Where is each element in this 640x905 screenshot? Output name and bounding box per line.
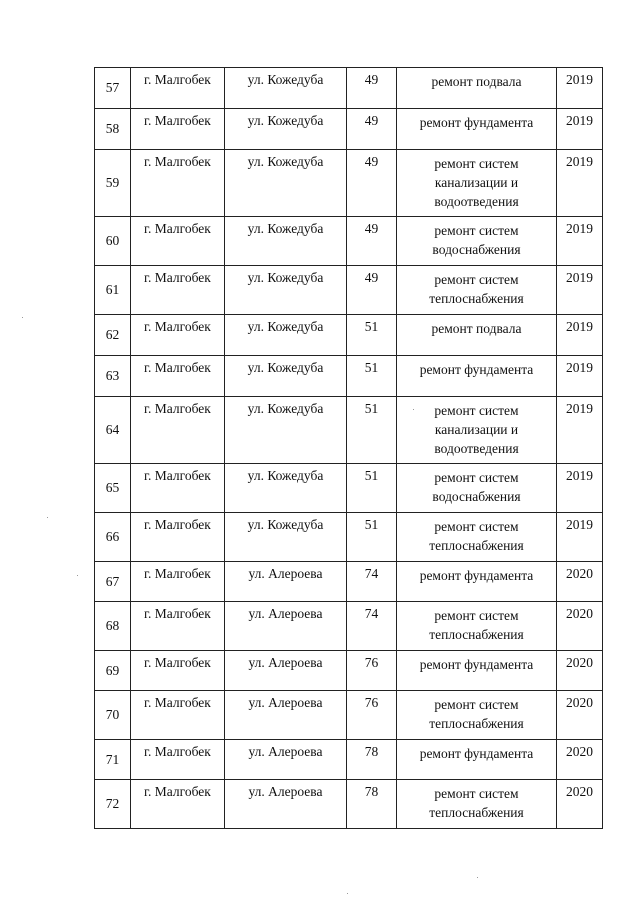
- scan-speck: [77, 575, 78, 576]
- row-number: 62: [95, 315, 131, 356]
- year-cell: 2019: [557, 513, 603, 562]
- table-row: [95, 602, 603, 651]
- city-cell: г. Малгобек: [131, 740, 225, 780]
- house-number-cell: 74: [347, 562, 397, 602]
- street-cell: ул. Алероева: [225, 691, 347, 740]
- city-cell: г. Малгобек: [131, 356, 225, 397]
- house-number-cell: 51: [347, 315, 397, 356]
- street-cell: ул. Кожедуба: [225, 217, 347, 266]
- city-cell: г. Малгобек: [131, 109, 225, 150]
- year-cell: 2020: [557, 602, 603, 651]
- table-row: [95, 691, 603, 740]
- row-number: 61: [95, 266, 131, 315]
- city-cell: г. Малгобек: [131, 150, 225, 217]
- work-type-cell: ремонт фундамента: [397, 740, 557, 780]
- row-number: 64: [95, 397, 131, 464]
- house-number-cell: 49: [347, 109, 397, 150]
- year-cell: 2019: [557, 266, 603, 315]
- row-number: 67: [95, 562, 131, 602]
- street-cell: ул. Алероева: [225, 740, 347, 780]
- scan-speck: [47, 517, 48, 518]
- row-number: 57: [95, 68, 131, 109]
- year-cell: 2019: [557, 315, 603, 356]
- house-number-cell: 51: [347, 464, 397, 513]
- year-cell: 2019: [557, 217, 603, 266]
- work-type-cell: ремонт фундамента: [397, 356, 557, 397]
- house-number-cell: 49: [347, 150, 397, 217]
- work-type-cell: ремонт систем канализации и водоотведения: [397, 397, 557, 464]
- table-row: [95, 266, 603, 315]
- year-cell: 2019: [557, 109, 603, 150]
- house-number-cell: 74: [347, 602, 397, 651]
- street-cell: ул. Кожедуба: [225, 68, 347, 109]
- row-number: 70: [95, 691, 131, 740]
- house-number-cell: 76: [347, 691, 397, 740]
- table-row: [95, 780, 603, 829]
- street-cell: ул. Кожедуба: [225, 397, 347, 464]
- year-cell: 2019: [557, 150, 603, 217]
- row-number: 60: [95, 217, 131, 266]
- city-cell: г. Малгобек: [131, 217, 225, 266]
- year-cell: 2020: [557, 780, 603, 829]
- table-row: [95, 68, 603, 109]
- street-cell: ул. Алероева: [225, 602, 347, 651]
- year-cell: 2019: [557, 68, 603, 109]
- table-row: [95, 315, 603, 356]
- work-type-cell: ремонт систем канализации и водоотведения: [397, 150, 557, 217]
- city-cell: г. Малгобек: [131, 397, 225, 464]
- table-row: [95, 356, 603, 397]
- work-type-cell: ремонт систем теплоснабжения: [397, 602, 557, 651]
- street-cell: ул. Кожедуба: [225, 464, 347, 513]
- city-cell: г. Малгобек: [131, 562, 225, 602]
- work-type-cell: ремонт систем водоснабжения: [397, 464, 557, 513]
- house-number-cell: 49: [347, 68, 397, 109]
- street-cell: ул. Алероева: [225, 780, 347, 829]
- house-number-cell: 49: [347, 217, 397, 266]
- work-type-cell: ремонт фундамента: [397, 109, 557, 150]
- work-type-cell: ремонт систем водоснабжения: [397, 217, 557, 266]
- city-cell: г. Малгобек: [131, 780, 225, 829]
- year-cell: 2019: [557, 464, 603, 513]
- scan-speck: [22, 317, 23, 318]
- house-number-cell: 51: [347, 513, 397, 562]
- city-cell: г. Малгобек: [131, 68, 225, 109]
- row-number: 63: [95, 356, 131, 397]
- table-row: [95, 217, 603, 266]
- work-type-cell: ремонт систем теплоснабжения: [397, 691, 557, 740]
- row-number: 71: [95, 740, 131, 780]
- row-number: 59: [95, 150, 131, 217]
- table-row: [95, 109, 603, 150]
- work-type-cell: ремонт систем теплоснабжения: [397, 266, 557, 315]
- work-type-cell: ремонт систем теплоснабжения: [397, 780, 557, 829]
- scan-speck: [477, 877, 478, 878]
- street-cell: ул. Кожедуба: [225, 513, 347, 562]
- table-row: [95, 651, 603, 691]
- table-row: [95, 562, 603, 602]
- house-number-cell: 76: [347, 651, 397, 691]
- year-cell: 2020: [557, 651, 603, 691]
- street-cell: ул. Кожедуба: [225, 150, 347, 217]
- street-cell: ул. Кожедуба: [225, 356, 347, 397]
- city-cell: г. Малгобек: [131, 651, 225, 691]
- year-cell: 2019: [557, 356, 603, 397]
- house-number-cell: 51: [347, 356, 397, 397]
- row-number: 68: [95, 602, 131, 651]
- row-number: 72: [95, 780, 131, 829]
- table-body: [95, 68, 603, 829]
- street-cell: ул. Кожедуба: [225, 109, 347, 150]
- street-cell: ул. Кожедуба: [225, 315, 347, 356]
- house-number-cell: 78: [347, 780, 397, 829]
- house-number-cell: 51: [347, 397, 397, 464]
- row-number: 58: [95, 109, 131, 150]
- work-type-cell: ремонт подвала: [397, 68, 557, 109]
- repair-schedule-table: [94, 67, 603, 829]
- city-cell: г. Малгобек: [131, 513, 225, 562]
- work-type-cell: ремонт фундамента: [397, 562, 557, 602]
- row-number: 66: [95, 513, 131, 562]
- street-cell: ул. Алероева: [225, 651, 347, 691]
- year-cell: 2020: [557, 562, 603, 602]
- table-row: [95, 464, 603, 513]
- scan-speck: [413, 409, 414, 410]
- city-cell: г. Малгобек: [131, 464, 225, 513]
- table-row: [95, 150, 603, 217]
- year-cell: 2019: [557, 397, 603, 464]
- work-type-cell: ремонт фундамента: [397, 651, 557, 691]
- row-number: 65: [95, 464, 131, 513]
- city-cell: г. Малгобек: [131, 266, 225, 315]
- year-cell: 2020: [557, 691, 603, 740]
- row-number: 69: [95, 651, 131, 691]
- city-cell: г. Малгобек: [131, 602, 225, 651]
- work-type-cell: ремонт систем теплоснабжения: [397, 513, 557, 562]
- table-row: [95, 740, 603, 780]
- street-cell: ул. Кожедуба: [225, 266, 347, 315]
- city-cell: г. Малгобек: [131, 315, 225, 356]
- city-cell: г. Малгобек: [131, 691, 225, 740]
- work-type-cell: ремонт подвала: [397, 315, 557, 356]
- street-cell: ул. Алероева: [225, 562, 347, 602]
- scan-speck: [347, 893, 348, 894]
- house-number-cell: 49: [347, 266, 397, 315]
- year-cell: 2020: [557, 740, 603, 780]
- table-row: [95, 513, 603, 562]
- house-number-cell: 78: [347, 740, 397, 780]
- table-row: [95, 397, 603, 464]
